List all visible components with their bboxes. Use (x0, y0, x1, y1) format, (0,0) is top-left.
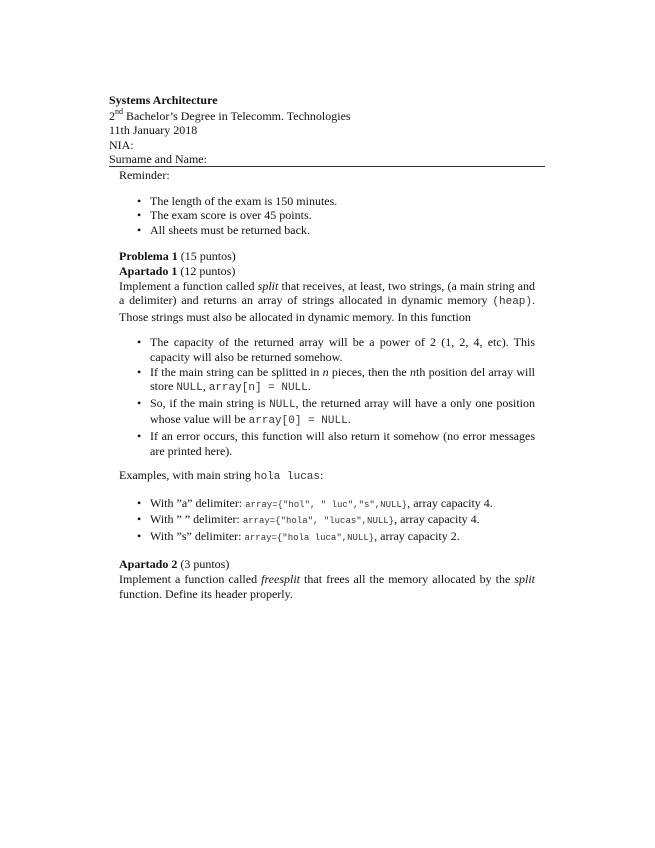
problem-points: (15 puntos) (177, 249, 236, 264)
reminder-list (119, 194, 535, 238)
list-item (119, 529, 535, 546)
text-span: that frees all the memory allocated by the (300, 572, 515, 587)
text-span: , array capacity 2. (374, 528, 460, 543)
code-span: NULL (269, 398, 296, 411)
nia-field: NIA: (109, 137, 134, 152)
text-span: . (307, 379, 311, 394)
part2-text (119, 572, 535, 601)
text-span: With ”s” delimiter: (150, 528, 245, 543)
exam-header (109, 93, 545, 167)
text-span: . Those strings must also be allocated in dynamic memory. In this function (119, 293, 535, 324)
degree-suffix: nd (115, 106, 123, 116)
function-name: split (257, 278, 279, 293)
degree-ordinal: 2 (109, 108, 115, 123)
text-span: If the main string can be splitted in (150, 364, 323, 379)
text-span: So, if the main string is (150, 395, 270, 410)
degree-name: Bachelor’s Degree in Telecomm. Technologies (123, 108, 351, 123)
code-span: array[n] = NULL (208, 382, 308, 395)
exam-body (119, 168, 535, 601)
text-span: function. Define its header properly. (119, 586, 293, 601)
text-span: Examples, with main string (119, 468, 254, 483)
text-span: With ”a” delimiter: (150, 495, 246, 510)
function-name: freesplit (261, 572, 301, 587)
list-item: • The capacity of the returned array will be a power of 2 (1, 2, 4, etc). This capacity will also be returned somehow. (119, 335, 535, 364)
reminder-title: Reminder: (119, 168, 170, 182)
examples-intro (119, 468, 535, 485)
text-span: Implement a function called (119, 278, 258, 293)
list-item: • If an error occurs, this function will also return it somehow (no error messages are printed here). (119, 429, 535, 458)
list-item: • All sheets must be returned back. (119, 223, 535, 238)
part2-points: (3 puntos) (177, 557, 230, 572)
code-span: (heap) (492, 296, 532, 309)
part1-heading (119, 264, 535, 279)
code-span: array={"hol", " luc","s",NULL} (245, 499, 408, 510)
list-item (119, 396, 535, 429)
course-title: Systems Architecture (109, 93, 218, 107)
problem-heading (119, 249, 535, 264)
text-span: , (202, 379, 209, 394)
list-item: • The exam score is over 45 points. (119, 208, 535, 223)
math-var: n (322, 364, 329, 379)
list-item (119, 365, 535, 396)
degree-line (109, 106, 545, 124)
text-span: With ” ” delimiter: (150, 512, 243, 527)
exam-date: 11th January 2018 (109, 123, 198, 138)
list-item (119, 512, 535, 529)
name-field: Surname and Name: (109, 152, 207, 167)
text-span: : (320, 468, 324, 483)
code-span: hola lucas (253, 471, 320, 484)
part2-heading (119, 557, 535, 572)
math-var: n (410, 364, 416, 379)
requirements-list (119, 335, 535, 458)
code-span: NULL (176, 382, 203, 395)
text-span: th position del array will store (150, 364, 535, 394)
code-span: array={"hola", "lucas",NULL} (242, 516, 395, 527)
problem-title: Problema 1 (119, 249, 178, 264)
examples-list (119, 496, 535, 546)
text-span: , the returned array will have a only one position whose value will be (150, 395, 536, 427)
list-item (119, 496, 535, 513)
text-span: , array capacity 4. (407, 495, 493, 510)
code-span: array={"hola luca",NULL} (244, 532, 375, 543)
text-span: Implement a function called (119, 572, 262, 587)
part1-title: Apartado 1 (119, 263, 178, 278)
text-span: , array capacity 4. (394, 512, 480, 527)
part1-points: (12 puntos) (177, 263, 236, 278)
list-item: • The length of the exam is 150 minutes. (119, 194, 535, 209)
header-divider (109, 166, 545, 167)
text-span: pieces, then the (328, 364, 410, 379)
code-span: array[0] = NULL (248, 415, 348, 428)
function-name: split (514, 572, 535, 587)
text-span: that receives, at least, two strings, (a main string and a delimiter) and returns an array of strings allocated in dynamic memory (119, 278, 535, 308)
part1-intro (119, 279, 535, 325)
part2-title: Apartado 2 (119, 557, 178, 572)
text-span: . (347, 412, 351, 427)
